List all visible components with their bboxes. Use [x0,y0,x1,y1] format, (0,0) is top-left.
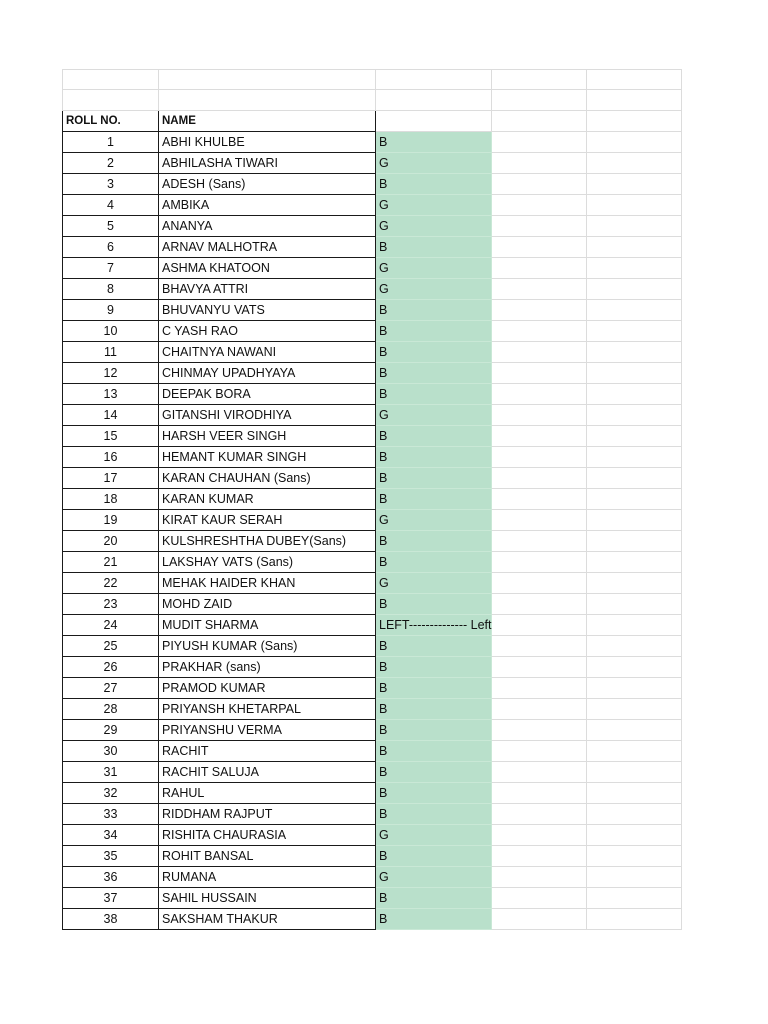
gender-value: B [379,596,388,611]
cell[interactable] [492,551,587,572]
cell[interactable] [587,887,682,908]
gender-value: B [379,386,388,401]
gender-cell[interactable] [376,446,492,467]
gender-value: G [379,407,389,422]
student-name-cell[interactable]: MUDIT SHARMA [159,614,376,635]
cell[interactable] [492,278,587,299]
table-row [63,362,682,383]
cell[interactable] [492,803,587,824]
cell[interactable] [587,341,682,362]
cell[interactable] [492,131,587,152]
roll-number-cell[interactable]: 3 [63,173,159,194]
student-name-cell[interactable]: PRIYANSHU VERMA [159,719,376,740]
gender-value: B [379,491,388,506]
gender-value: B [379,554,388,569]
student-roll-sheet [62,69,682,930]
roll-number-cell[interactable]: 4 [63,194,159,215]
student-name-cell[interactable]: PRIYANSH KHETARPAL [159,698,376,719]
student-name-cell[interactable]: ARNAV MALHOTRA [159,236,376,257]
student-name-cell[interactable]: RAHUL [159,782,376,803]
student-name-cell[interactable]: KULSHRESHTHA DUBEY(Sans) [159,530,376,551]
table-row [63,845,682,866]
cell[interactable] [159,70,376,90]
roll-number-cell[interactable]: 38 [63,908,159,929]
cell[interactable] [63,90,159,110]
gender-cell[interactable] [376,488,492,509]
gender-value: G [379,512,389,527]
cell[interactable] [587,509,682,530]
gender-value: G [379,869,389,884]
gender-cell[interactable] [376,299,492,320]
gender-value: B [379,134,388,149]
student-name-cell[interactable]: MOHD ZAID [159,593,376,614]
cell[interactable] [492,467,587,488]
table-row [63,593,682,614]
table-row [63,551,682,572]
roll-number-cell[interactable]: 30 [63,740,159,761]
gender-cell[interactable] [376,404,492,425]
gender-cell[interactable] [376,341,492,362]
cell[interactable] [492,866,587,887]
roll-number-cell[interactable]: 18 [63,488,159,509]
gender-cell[interactable] [376,215,492,236]
table-row [63,194,682,215]
roll-number-cell[interactable]: 2 [63,152,159,173]
cell[interactable] [587,677,682,698]
student-name-cell[interactable]: ADESH (Sans) [159,173,376,194]
table-row [63,782,682,803]
student-name-cell[interactable]: GITANSHI VIRODHIYA [159,404,376,425]
blank-row [63,90,682,110]
table-row [63,467,682,488]
name-header-cell[interactable]: NAME [159,110,376,131]
student-name-cell[interactable]: PIYUSH KUMAR (Sans) [159,635,376,656]
cell[interactable] [587,614,682,635]
cell[interactable] [587,572,682,593]
roll-number-cell[interactable]: 20 [63,530,159,551]
student-name-cell[interactable]: HEMANT KUMAR SINGH [159,446,376,467]
student-name-cell[interactable]: DEEPAK BORA [159,383,376,404]
gender-value: G [379,827,389,842]
table-row [63,320,682,341]
gender-value: B [379,764,388,779]
gender-cell[interactable] [376,866,492,887]
gender-cell[interactable] [376,824,492,845]
student-name-cell[interactable]: ROHIT BANSAL [159,845,376,866]
student-name-cell[interactable]: CHINMAY UPADHYAYA [159,362,376,383]
gender-cell[interactable] [376,320,492,341]
cell[interactable] [587,635,682,656]
gender-cell[interactable] [376,908,492,929]
gender-cell[interactable] [376,425,492,446]
roll-number-cell[interactable]: 9 [63,299,159,320]
roll-number-cell[interactable]: 25 [63,635,159,656]
cell[interactable] [587,845,682,866]
gender-value: B [379,743,388,758]
cell[interactable] [159,90,376,110]
table-row [63,257,682,278]
table-row [63,509,682,530]
roll-number-cell[interactable]: 34 [63,824,159,845]
gender-cell[interactable] [376,278,492,299]
gender-cell[interactable] [376,593,492,614]
gender-cell[interactable] [376,635,492,656]
student-name-cell[interactable]: RACHIT SALUJA [159,761,376,782]
cell[interactable] [587,467,682,488]
gender-cell[interactable] [376,362,492,383]
table-row [63,887,682,908]
cell[interactable] [492,425,587,446]
cell[interactable] [492,362,587,383]
cell[interactable] [492,509,587,530]
cell[interactable] [587,551,682,572]
cell[interactable] [587,70,682,90]
roll-number-cell[interactable]: 8 [63,278,159,299]
roll-number-cell[interactable]: 23 [63,593,159,614]
table-row [63,341,682,362]
student-name-cell[interactable]: AMBIKA [159,194,376,215]
gender-cell[interactable] [376,803,492,824]
cell[interactable] [492,215,587,236]
student-name-cell[interactable]: MEHAK HAIDER KHAN [159,572,376,593]
cell[interactable] [587,719,682,740]
cell[interactable] [492,635,587,656]
roll-number-cell[interactable]: 31 [63,761,159,782]
gender-value: G [379,260,389,275]
student-name-cell[interactable]: ABHI KHULBE [159,131,376,152]
roll-number-cell[interactable]: 21 [63,551,159,572]
cell[interactable] [492,824,587,845]
cell[interactable] [587,152,682,173]
student-name-cell[interactable]: BHAVYA ATTRI [159,278,376,299]
cell[interactable] [492,173,587,194]
cell[interactable] [492,383,587,404]
table-row [63,488,682,509]
gender-value: B [379,302,388,317]
table-row [63,173,682,194]
cell[interactable] [492,761,587,782]
roll-number-cell[interactable]: 5 [63,215,159,236]
cell[interactable] [492,908,587,929]
cell[interactable] [492,299,587,320]
cell[interactable] [492,698,587,719]
cell[interactable] [492,446,587,467]
roll-number-cell[interactable]: 29 [63,719,159,740]
cell[interactable] [492,614,587,635]
student-name-cell[interactable]: ASHMA KHATOON [159,257,376,278]
table-row [63,278,682,299]
roll-number-cell[interactable]: 22 [63,572,159,593]
student-name-cell[interactable]: C YASH RAO [159,320,376,341]
gender-value: B [379,239,388,254]
cell[interactable] [492,572,587,593]
student-name-cell[interactable]: LAKSHAY VATS (Sans) [159,551,376,572]
roll-number-cell[interactable]: 37 [63,887,159,908]
gender-cell[interactable] [376,656,492,677]
roll-number-cell[interactable]: 7 [63,257,159,278]
cell[interactable] [376,90,492,110]
table-row [63,803,682,824]
cell[interactable] [492,719,587,740]
gender-value: B [379,722,388,737]
gender-value: B [379,449,388,464]
roll-number-cell[interactable]: 10 [63,320,159,341]
gender-value: G [379,197,389,212]
gender-cell[interactable] [376,572,492,593]
table-row [63,635,682,656]
student-name-cell[interactable]: KARAN KUMAR [159,488,376,509]
student-name-cell[interactable]: RUMANA [159,866,376,887]
cell[interactable] [492,152,587,173]
table-row [63,656,682,677]
gender-cell[interactable] [376,719,492,740]
cell[interactable] [492,845,587,866]
blank-row [63,70,682,90]
student-name-cell[interactable]: RIDDHAM RAJPUT [159,803,376,824]
cell[interactable] [587,698,682,719]
gender-cell[interactable] [376,152,492,173]
cell[interactable] [587,488,682,509]
gender-value: B [379,533,388,548]
student-name-cell[interactable]: HARSH VEER SINGH [159,425,376,446]
table-row [63,677,682,698]
gender-cell[interactable] [376,740,492,761]
student-name-cell[interactable]: ABHILASHA TIWARI [159,152,376,173]
table-row [63,761,682,782]
gender-cell[interactable] [376,845,492,866]
roll-number-cell[interactable]: 33 [63,803,159,824]
student-name-cell[interactable]: CHAITNYA NAWANI [159,341,376,362]
cell[interactable] [492,257,587,278]
cell[interactable] [587,278,682,299]
cell[interactable] [492,656,587,677]
roll-number-cell[interactable]: 24 [63,614,159,635]
gender-cell[interactable] [376,467,492,488]
roll-number-cell[interactable]: 27 [63,677,159,698]
cell[interactable] [587,404,682,425]
table-row [63,425,682,446]
gender-value: B [379,323,388,338]
table-row [63,908,682,929]
gender-cell[interactable] [376,782,492,803]
gender-value: B [379,680,388,695]
gender-value: B [379,344,388,359]
cell[interactable] [587,383,682,404]
gender-cell[interactable] [376,530,492,551]
gender-cell[interactable] [376,509,492,530]
student-name-cell[interactable]: ANANYA [159,215,376,236]
gender-value: B [379,638,388,653]
roll-number-cell[interactable]: 14 [63,404,159,425]
cell[interactable] [492,320,587,341]
student-name-cell[interactable]: KIRAT KAUR SERAH [159,509,376,530]
roll-number-cell[interactable]: 1 [63,131,159,152]
gender-cell[interactable] [376,383,492,404]
cell[interactable] [376,110,492,131]
cell[interactable] [587,866,682,887]
cell[interactable] [492,236,587,257]
student-name-cell[interactable]: RACHIT [159,740,376,761]
gender-cell[interactable] [376,257,492,278]
roll-number-cell[interactable]: 19 [63,509,159,530]
gender-value: B [379,176,388,191]
table-row [63,383,682,404]
gender-cell[interactable] [376,887,492,908]
cell[interactable] [492,530,587,551]
cell[interactable] [587,299,682,320]
cell[interactable] [492,677,587,698]
gender-cell[interactable] [376,761,492,782]
sheet-body [63,70,682,930]
cell[interactable] [587,236,682,257]
cell[interactable] [587,782,682,803]
gender-cell[interactable] [376,614,492,635]
student-name-cell[interactable]: RISHITA CHAURASIA [159,824,376,845]
cell[interactable] [63,70,159,90]
table-row [63,740,682,761]
gender-value: G [379,281,389,296]
roll-number-cell[interactable]: 6 [63,236,159,257]
cell[interactable] [587,656,682,677]
table-row [63,572,682,593]
table-row [63,446,682,467]
gender-value: B [379,470,388,485]
cell[interactable] [587,320,682,341]
table-row [63,719,682,740]
cell[interactable] [376,70,492,90]
cell[interactable] [587,740,682,761]
roll-number-cell[interactable]: 36 [63,866,159,887]
cell[interactable] [492,887,587,908]
gender-value: B [379,890,388,905]
cell[interactable] [492,593,587,614]
gender-cell[interactable] [376,173,492,194]
gender-value: G [379,575,389,590]
cell[interactable] [587,194,682,215]
cell[interactable] [492,110,587,131]
gender-cell[interactable] [376,131,492,152]
cell[interactable] [587,110,682,131]
cell[interactable] [587,803,682,824]
gender-value: B [379,701,388,716]
roll-number-cell[interactable]: 26 [63,656,159,677]
table-row [63,152,682,173]
gender-cell[interactable] [376,236,492,257]
table-row [63,131,682,152]
table-row [63,404,682,425]
student-name-cell[interactable]: KARAN CHAUHAN (Sans) [159,467,376,488]
cell[interactable] [492,782,587,803]
roll-number-cell[interactable]: 11 [63,341,159,362]
gender-cell[interactable] [376,698,492,719]
roll-header-cell[interactable]: ROLL NO. [63,110,159,131]
cell[interactable] [587,761,682,782]
cell[interactable] [587,908,682,929]
gender-value: B [379,428,388,443]
gender-cell[interactable] [376,677,492,698]
gender-value: B [379,659,388,674]
cell[interactable] [587,257,682,278]
table-row [63,299,682,320]
gender-cell[interactable] [376,194,492,215]
cell[interactable] [492,194,587,215]
table-row [63,866,682,887]
header-row [63,110,682,131]
gender-value: B [379,806,388,821]
roll-number-cell[interactable]: 16 [63,446,159,467]
student-name-cell[interactable]: SAKSHAM THAKUR [159,908,376,929]
cell[interactable] [492,90,587,110]
cell[interactable] [587,530,682,551]
gender-cell[interactable] [376,551,492,572]
roll-number-cell[interactable]: 17 [63,467,159,488]
cell[interactable] [587,173,682,194]
cell[interactable] [587,215,682,236]
roll-number-cell[interactable]: 28 [63,698,159,719]
gender-value: B [379,365,388,380]
gender-value: B [379,911,388,926]
cell[interactable] [587,131,682,152]
roll-number-cell[interactable]: 12 [63,362,159,383]
table-row [63,824,682,845]
cell[interactable] [492,341,587,362]
gender-value: LEFT-------------- Left [379,617,492,632]
student-name-cell[interactable]: BHUVANYU VATS [159,299,376,320]
student-name-cell[interactable]: SAHIL HUSSAIN [159,887,376,908]
cell[interactable] [587,362,682,383]
table-row [63,215,682,236]
student-name-cell[interactable]: PRAMOD KUMAR [159,677,376,698]
cell[interactable] [587,90,682,110]
student-name-cell[interactable]: PRAKHAR (sans) [159,656,376,677]
cell[interactable] [492,70,587,90]
gender-value: B [379,785,388,800]
cell[interactable] [587,593,682,614]
gender-value: G [379,155,389,170]
cell[interactable] [587,446,682,467]
cell[interactable] [492,488,587,509]
roll-number-cell[interactable]: 13 [63,383,159,404]
gender-value: B [379,848,388,863]
roll-number-cell[interactable]: 35 [63,845,159,866]
roll-number-cell[interactable]: 15 [63,425,159,446]
cell[interactable] [492,404,587,425]
table-row [63,698,682,719]
cell[interactable] [492,740,587,761]
cell[interactable] [587,425,682,446]
table-row [63,530,682,551]
cell[interactable] [587,824,682,845]
gender-value: G [379,218,389,233]
table-row [63,236,682,257]
table-row [63,614,682,635]
roll-number-cell[interactable]: 32 [63,782,159,803]
